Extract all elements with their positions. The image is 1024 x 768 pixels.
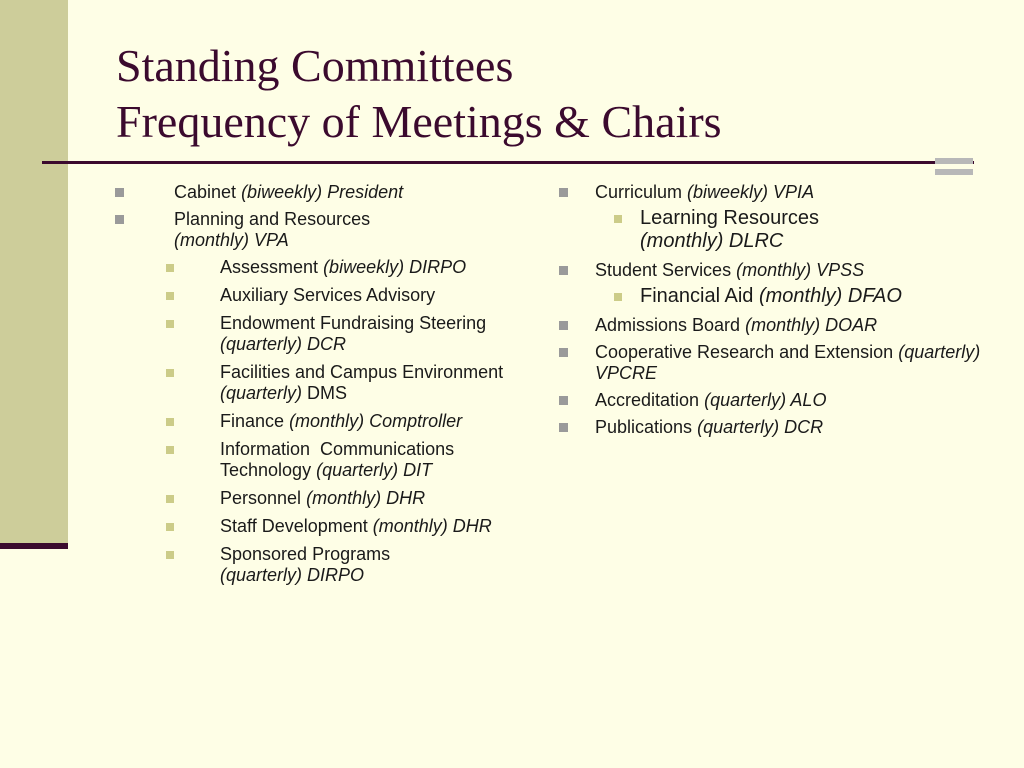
committee-publications bbox=[556, 417, 996, 438]
right-committee-list bbox=[556, 182, 996, 438]
committee-cabinet bbox=[112, 182, 532, 203]
committee-detail: (monthly) VPSS bbox=[736, 260, 865, 280]
accent-bars bbox=[935, 158, 973, 180]
committee-detail: (quarterly) DIRPO bbox=[220, 565, 365, 585]
committee-name: Learning Resources bbox=[640, 207, 819, 229]
subcommittee-finance bbox=[112, 411, 532, 432]
committee-detail: (quarterly) DCR bbox=[697, 417, 824, 437]
committee-detail: (monthly) DHR bbox=[372, 516, 492, 536]
subcommittee-facilities bbox=[112, 362, 532, 404]
square-bullet-icon bbox=[559, 321, 568, 330]
planning-subcommittee-list bbox=[112, 257, 532, 586]
committee-name: Student Services bbox=[595, 260, 732, 280]
committee-detail: (quarterly) DCR bbox=[220, 334, 347, 354]
subcommittee-auxiliary-services bbox=[112, 285, 532, 306]
subcommittee-staff-development bbox=[112, 516, 532, 537]
committee-detail: (biweekly) VPIA bbox=[687, 182, 815, 202]
square-bullet-icon bbox=[559, 188, 568, 197]
committee-name: Endowment Fundraising Steering bbox=[220, 313, 487, 333]
committee-detail: (monthly) DOAR bbox=[745, 315, 878, 335]
committee-curriculum bbox=[556, 182, 996, 253]
square-bullet-icon bbox=[166, 495, 174, 503]
square-bullet-icon bbox=[166, 551, 174, 559]
subcommittee-personnel bbox=[112, 488, 532, 509]
committee-name: Personnel bbox=[220, 488, 302, 508]
subcommittee-endowment bbox=[112, 313, 532, 355]
committee-name: Auxiliary Services Advisory bbox=[220, 285, 436, 305]
title-line-1: Standing Committees bbox=[116, 40, 514, 91]
committee-name: Accreditation bbox=[595, 390, 700, 410]
committee-name: Curriculum bbox=[595, 182, 683, 202]
curriculum-subcommittee-list bbox=[556, 207, 996, 253]
left-committee-list bbox=[112, 182, 532, 586]
committee-detail: (quarterly) DIT bbox=[316, 460, 433, 480]
committee-name: Admissions Board bbox=[595, 315, 741, 335]
subcommittee-learning-resources bbox=[556, 207, 996, 253]
square-bullet-icon bbox=[166, 523, 174, 531]
committee-chair: DMS bbox=[307, 383, 348, 403]
accent-bar bbox=[935, 158, 973, 164]
committee-detail: (quarterly) bbox=[220, 383, 303, 403]
committee-name: Finance bbox=[220, 411, 285, 431]
square-bullet-icon bbox=[614, 293, 622, 301]
square-bullet-icon bbox=[559, 423, 568, 432]
committee-name: Cabinet bbox=[174, 182, 237, 202]
square-bullet-icon bbox=[115, 215, 124, 224]
committee-detail: (monthly) DFAO bbox=[758, 285, 902, 307]
committee-detail: (monthly) VPA bbox=[174, 230, 289, 250]
square-bullet-icon bbox=[559, 396, 568, 405]
committee-detail: (quarterly) VPCRE bbox=[595, 342, 981, 383]
committee-name: Sponsored Programs bbox=[220, 544, 391, 564]
square-bullet-icon bbox=[166, 264, 174, 272]
left-column bbox=[112, 182, 532, 593]
committee-detail: (monthly) DLRC bbox=[640, 230, 784, 252]
square-bullet-icon bbox=[559, 266, 568, 275]
subcommittee-ict bbox=[112, 439, 532, 481]
committee-detail: (quarterly) ALO bbox=[704, 390, 827, 410]
square-bullet-icon bbox=[166, 369, 174, 377]
committee-cooperative-research bbox=[556, 342, 996, 384]
square-bullet-icon bbox=[166, 320, 174, 328]
subcommittee-financial-aid bbox=[556, 285, 996, 308]
committee-name: Cooperative Research and Extension bbox=[595, 342, 894, 362]
student-services-subcommittee-list bbox=[556, 285, 996, 308]
subcommittee-sponsored-programs bbox=[112, 544, 532, 586]
committee-planning-resources bbox=[112, 209, 532, 586]
committee-name: Publications bbox=[595, 417, 693, 437]
side-bar-rule bbox=[0, 543, 68, 549]
committee-detail: (monthly) Comptroller bbox=[289, 411, 463, 431]
side-bar bbox=[0, 0, 68, 545]
committee-name: Financial Aid bbox=[640, 285, 754, 307]
square-bullet-icon bbox=[166, 418, 174, 426]
committee-name: Staff Development bbox=[220, 516, 368, 536]
right-column bbox=[556, 182, 996, 444]
square-bullet-icon bbox=[614, 215, 622, 223]
title-line-2: Frequency of Meetings & Chairs bbox=[116, 96, 722, 147]
committee-student-services bbox=[556, 260, 996, 308]
title-divider bbox=[42, 161, 974, 164]
slide-title bbox=[116, 38, 996, 150]
committee-name: Facilities and Campus Environment bbox=[220, 362, 504, 382]
committee-detail: (biweekly) DIRPO bbox=[323, 257, 467, 277]
accent-bar bbox=[935, 169, 973, 175]
committee-accreditation bbox=[556, 390, 996, 411]
square-bullet-icon bbox=[166, 292, 174, 300]
square-bullet-icon bbox=[559, 348, 568, 357]
committee-detail: (biweekly) President bbox=[241, 182, 404, 202]
subcommittee-assessment bbox=[112, 257, 532, 278]
square-bullet-icon bbox=[115, 188, 124, 197]
committee-name: Assessment bbox=[220, 257, 319, 277]
committee-name: Planning and Resources bbox=[174, 209, 371, 229]
square-bullet-icon bbox=[166, 446, 174, 454]
committee-name: Information Communications Technology bbox=[220, 439, 459, 480]
committee-admissions-board bbox=[556, 315, 996, 336]
committee-detail: (monthly) DHR bbox=[306, 488, 426, 508]
